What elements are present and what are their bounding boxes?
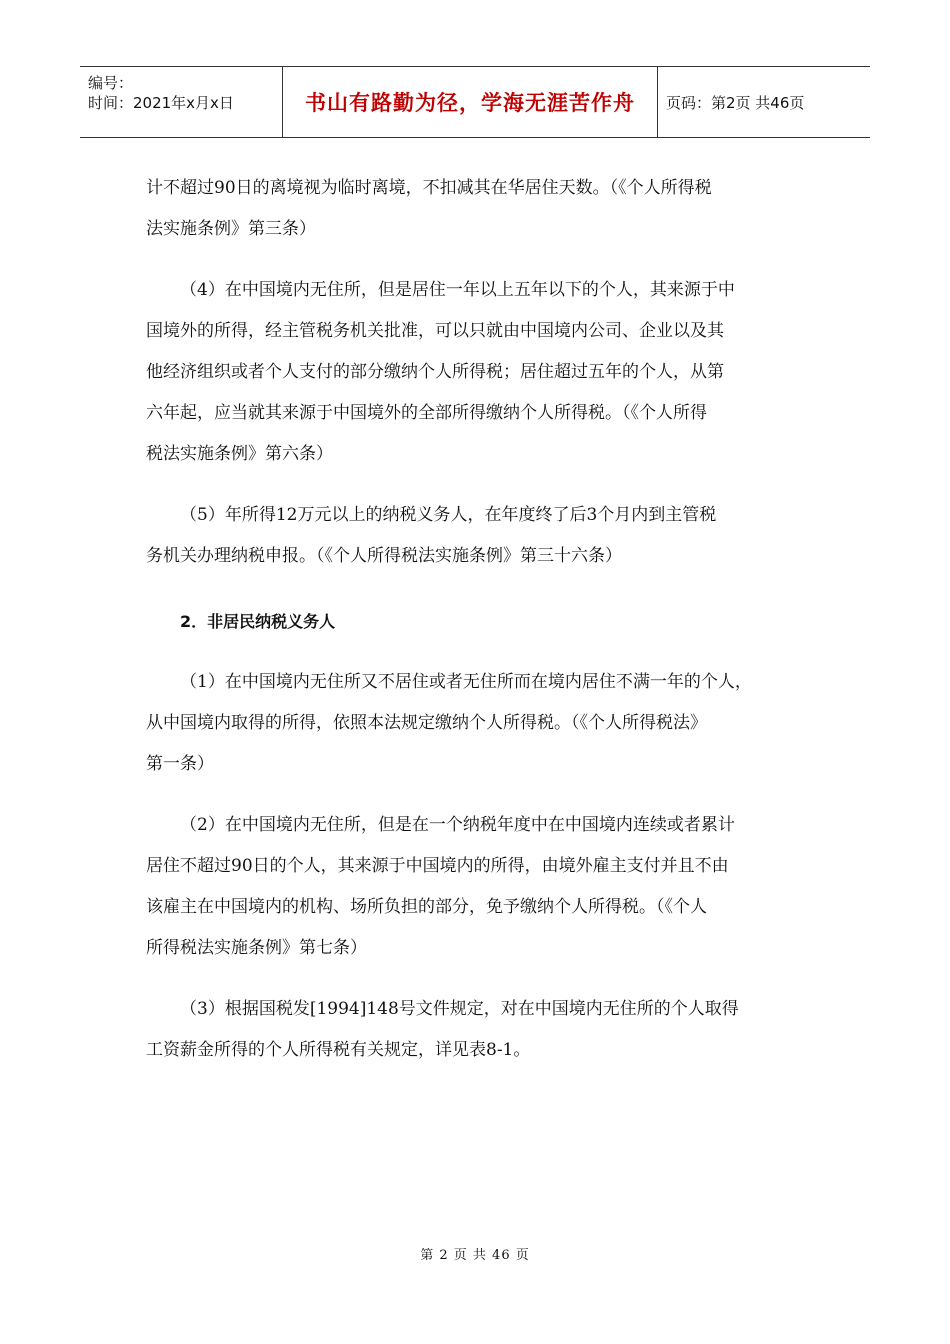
paragraph-item-5 [146, 495, 808, 577]
page-header [80, 66, 870, 138]
text-line: 从中国境内取得的所得，依照本法规定缴纳个人所得税。（《个人所得税法》 [146, 713, 707, 733]
header-meta [80, 67, 283, 137]
text-line: 国境外的所得，经主管税务机关批准，可以只就由中国境内公司、企业以及其 [146, 321, 724, 341]
text-line: 工资薪金所得的个人所得税有关规定，详见表8-1。 [146, 1040, 531, 1060]
text-line: 计不超过90日的离境视为临时离境，不扣减其在华居住天数。（《个人所得税 [146, 178, 712, 198]
text-line: 第一条） [146, 754, 214, 774]
text-line: 务机关办理纳税申报。（《个人所得税法实施条例》第三十六条） [146, 546, 622, 566]
paragraph-continuation [146, 168, 808, 250]
text-line: 六年起，应当就其来源于中国境外的全部所得缴纳个人所得税。（《个人所得 [146, 403, 707, 423]
text-line: （2）在中国境内无住所，但是在一个纳税年度中在中国境内连续或者累计 [180, 815, 735, 835]
text-line: （3）根据国税发[1994]148号文件规定，对在中国境内无住所的个人取得 [180, 999, 739, 1019]
section-heading: 2．非居民纳税义务人 [180, 612, 336, 631]
paragraph-nonresident-3 [146, 989, 808, 1071]
text-line: （4）在中国境内无住所，但是居住一年以上五年以下的个人，其来源于中 [180, 280, 735, 300]
text-line: 他经济组织或者个人支付的部分缴纳个人所得税；居住超过五年的个人，从第 [146, 362, 724, 382]
text-line: （1）在中国境内无住所又不居住或者无住所而在境内居住不满一年的个人， [180, 672, 752, 692]
paragraph-item-4 [146, 270, 808, 475]
header-page-info: 页码：第2页 共46页 [666, 93, 805, 112]
text-line: 居住不超过90日的个人，其来源于中国境内的所得，由境外雇主支付并且不由 [146, 856, 729, 876]
text-line: 该雇主在中国境内的机构、场所负担的部分，免予缴纳个人所得税。（《个人 [146, 897, 707, 917]
text-line: 法实施条例》第三条） [146, 219, 316, 239]
number-label: 编号： [88, 74, 134, 92]
text-line: （5）年所得12万元以上的纳税义务人，在年度终了后3个月内到主管税 [180, 505, 717, 525]
text-line: 税法实施条例》第六条） [146, 444, 333, 464]
time-label: 时间：2021年x月x日 [88, 94, 234, 112]
page-footer: 第 2 页 共 46 页 [420, 1248, 530, 1263]
document-body [146, 168, 808, 1071]
header-motto: 书山有路勤为径，学海无涯苦作舟 [283, 67, 658, 137]
paragraph-nonresident-1 [146, 662, 808, 785]
text-line: 所得税法实施条例》第七条） [146, 938, 367, 958]
paragraph-nonresident-2 [146, 805, 808, 969]
